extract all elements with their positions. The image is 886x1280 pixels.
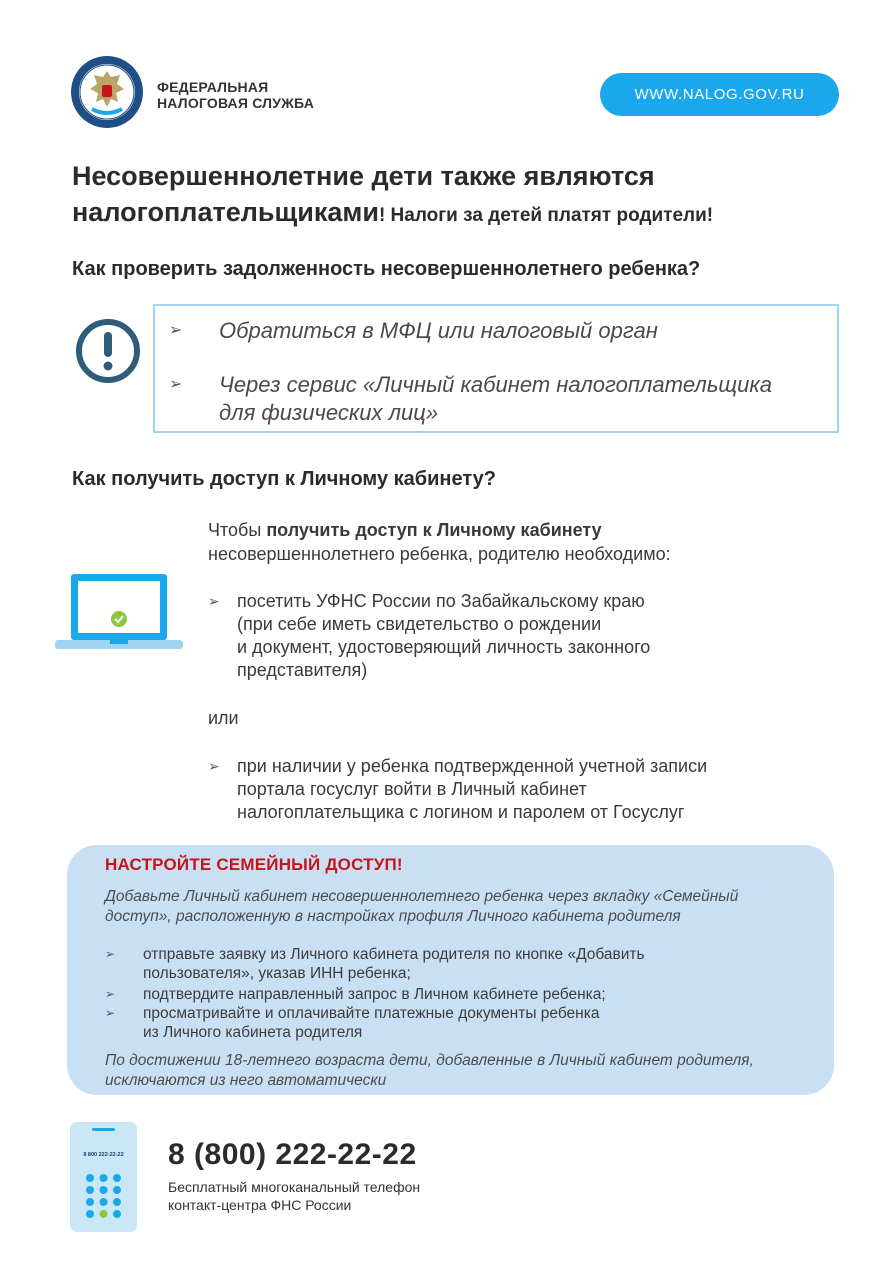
access-option-1 — [208, 590, 818, 682]
website-button[interactable]: WWW.NALOG.GOV.RU — [600, 73, 839, 116]
access-title: Как получить доступ к Личному кабинету? — [72, 468, 496, 490]
phone-screen-number: 8 800 222-22-22 — [83, 1152, 124, 1158]
family-access-note — [105, 1051, 825, 1091]
arrow-bullet-icon: ➢ — [169, 376, 183, 393]
family-step-line: отправьте заявку из Личного кабинета родителя по кнопке «Добавить — [143, 946, 645, 963]
family-note-line: По достижении 18-летнего возраста дети, добавленные в Личный кабинет родителя, — [105, 1052, 754, 1069]
option-1-line: и документ, удостоверяющий личность законного — [237, 637, 651, 657]
family-step-line: подтвердите направленный запрос в Личном кабинете ребенка; — [143, 986, 606, 1003]
fns-emblem-logo — [70, 55, 144, 129]
phone-icon — [70, 1122, 137, 1232]
hotline-description — [168, 1178, 420, 1214]
family-step-line: из Личного кабинета родителя — [143, 1024, 363, 1041]
page-headline — [72, 158, 852, 230]
access-intro-bold: получить доступ к Личному кабинету — [266, 520, 602, 540]
option-1-line: посетить УФНС России по Забайкальскому краю — [237, 591, 645, 611]
laptop-icon — [55, 574, 183, 654]
check-methods-box — [153, 304, 839, 433]
headline-line1: Несовершеннолетние дети также являются — [72, 161, 655, 191]
method-item — [169, 371, 772, 427]
arrow-bullet-icon: ➢ — [208, 593, 220, 609]
agency-name — [157, 79, 314, 111]
option-2-line: налогоплательщика с логином и паролем от Госуслуг — [237, 802, 685, 822]
agency-name-line1: ФЕДЕРАЛЬНАЯ — [157, 79, 269, 95]
arrow-bullet-icon: ➢ — [105, 947, 116, 961]
option-1-line: (при себе иметь свидетельство о рождении — [237, 614, 602, 634]
headline-keyword: налогоплательщиками — [72, 197, 379, 227]
family-step-line: пользователя», указав ИНН ребенка; — [143, 965, 411, 982]
family-access-lead — [105, 887, 820, 927]
arrow-bullet-icon: ➢ — [208, 758, 220, 774]
method-text: Обратиться в МФЦ или налоговый орган — [219, 318, 658, 343]
family-step — [105, 945, 725, 983]
family-note-line: исключаются из него автоматически — [105, 1072, 387, 1089]
family-step-line: просматривайте и оплачивайте платежные документы ребенка — [143, 1005, 600, 1022]
arrow-bullet-icon: ➢ — [105, 1006, 116, 1020]
arrow-bullet-icon: ➢ — [169, 322, 183, 339]
headline-subtext: ! Налоги за детей платят родители! — [378, 205, 714, 226]
exclamation-icon — [75, 318, 141, 384]
family-step — [105, 1004, 725, 1042]
access-option-2 — [208, 755, 818, 824]
option-1-line: представителя) — [237, 660, 368, 680]
access-intro-prefix: Чтобы — [208, 520, 267, 540]
access-intro-rest: несовершеннолетнего ребенка, родителю необходимо: — [208, 544, 671, 564]
hotline-desc-line: контакт-центра ФНС России — [168, 1197, 352, 1213]
family-access-title: НАСТРОЙТЕ СЕМЕЙНЫЙ ДОСТУП! — [105, 855, 403, 874]
family-lead-line: доступ», расположенную в настройках профиля Личного кабинета родителя — [105, 908, 681, 925]
option-2-line: при наличии у ребенка подтвержденной учетной записи — [237, 756, 708, 776]
access-intro — [208, 518, 808, 566]
hotline-desc-line: Бесплатный многоканальный телефон — [168, 1179, 421, 1195]
check-debt-title: Как проверить задолженность несовершеннолетнего ребенка? — [72, 258, 701, 280]
method-text: для физических лиц» — [219, 400, 439, 425]
agency-name-line2: НАЛОГОВАЯ СЛУЖБА — [157, 95, 315, 111]
hotline-number[interactable]: 8 (800) 222-22-22 — [168, 1138, 417, 1171]
arrow-bullet-icon: ➢ — [105, 987, 116, 1001]
or-separator: или — [208, 708, 239, 728]
method-text: Через сервис «Личный кабинет налогоплательщика — [219, 372, 772, 397]
option-2-line: портала госуслуг войти в Личный кабинет — [237, 779, 587, 799]
method-item — [169, 317, 658, 345]
family-lead-line: Добавьте Личный кабинет несовершеннолетнего ребенка через вкладку «Семейный — [105, 888, 739, 905]
family-step — [105, 985, 725, 1004]
